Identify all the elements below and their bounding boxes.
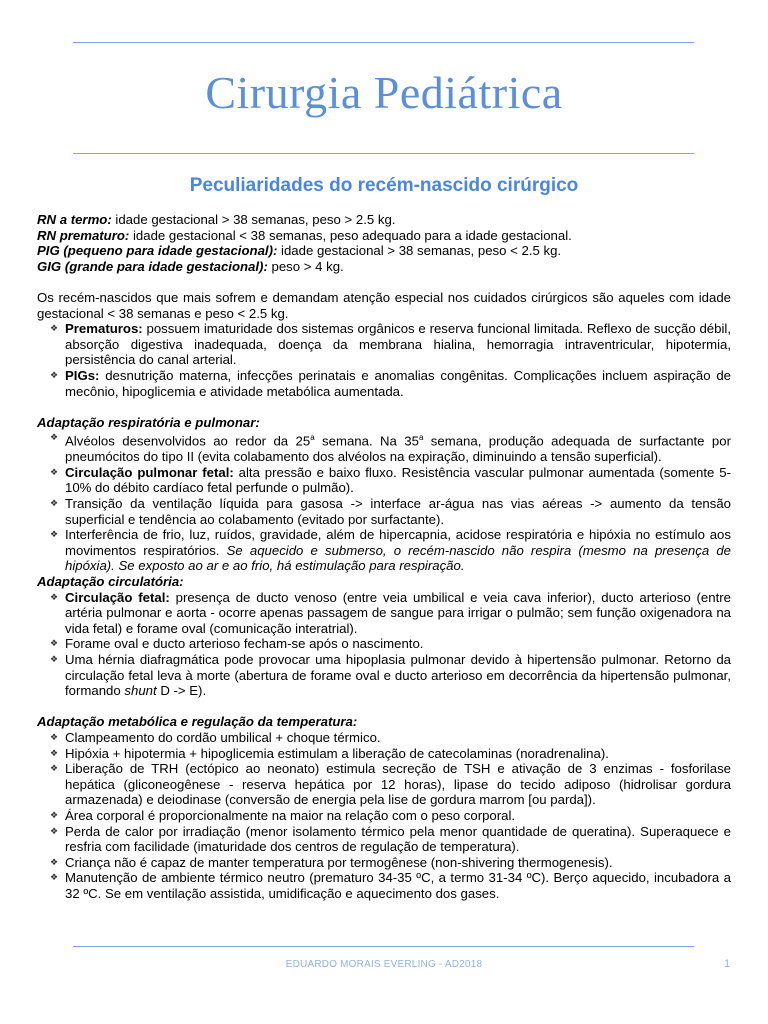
bullet-icon: ❖	[50, 591, 59, 602]
list-item: ❖ Alvéolos desenvolvidos ao redor da 25$^a$ semana. Na 35$^a$ semana, produção adequada de surfactante por pneumócitos do tipo II (evita colabamento dos alvéolos na expiração, diminuindo a tensão superficial).	[50, 432, 731, 465]
metabolic-list	[37, 730, 731, 902]
circulatory-list	[37, 590, 731, 699]
list-item: ❖ Uma hérnia diafragmática pode provocar uma hipoplasia pulmonar devido à hipertensão pulmonar. Retorno da circulação fetal leva à morte (abertura de forame oval e ducto arterioso em decorrência da hipertensão pulmonar, formando shunt D -> E).	[50, 652, 731, 699]
heading-circulatory: Adaptação circulatória:	[37, 574, 184, 590]
header-bottom-rule	[73, 153, 694, 154]
list-item: ❖ Liberação de TRH (ectópico ao neonato) estimula secreção de TSH e ativação de 3 enzimas - fosforilase hepática (gliconeogênese - reserva hepática por 12 horas), lipase do tecido adiposo (hidrolisar gordura armazenada) e deiodinase (conversão de energia pela lise de gordura marrom [ou parda]).	[50, 761, 731, 808]
definition-gig: GIG (grande para idade gestacional): peso > 4 kg.	[37, 258, 344, 274]
bullet-icon: ❖	[50, 731, 59, 742]
intro-list	[37, 321, 731, 399]
page-number: 1	[724, 958, 731, 970]
bullet-icon: ❖	[50, 763, 59, 774]
bullet-icon: ❖	[50, 369, 59, 380]
bullet-icon: ❖	[50, 498, 59, 509]
bullet-icon: ❖	[50, 856, 59, 867]
respiratory-list	[37, 430, 731, 574]
list-item: ❖ Forame oval e ducto arterioso fecham-se após o nascimento.	[50, 636, 424, 652]
list-item: ❖ Hipóxia + hipotermia + hipoglicemia estimulam a liberação de catecolaminas (noradrenalina).	[50, 745, 609, 761]
list-item: ❖ Circulação pulmonar fetal: alta pressão e baixo fluxo. Resistência vascular pulmonar aumentada (somente 5-10% do débito cardíaco fetal perfunde o pulmão).	[50, 464, 731, 496]
bullet-icon: ❖	[50, 872, 59, 883]
page-title: Cirurgia Pediátrica	[205, 67, 563, 118]
footer-author: EDUARDO MORAIS EVERLING - AD2018	[285, 959, 483, 970]
header-top-rule	[73, 42, 694, 43]
bullet-icon: ❖	[50, 654, 59, 665]
list-item: ❖ Área corporal é proporcionalmente na maior na relação com o peso corporal.	[50, 807, 516, 823]
intro-paragraph: Os recém-nascidos que mais sofrem e demandam atenção especial nos cuidados cirúrgicos são aqueles com idade gestacional < 38 semanas e peso < 2.5 kg.	[37, 289, 731, 321]
bullet-icon: ❖	[50, 825, 59, 836]
bullet-icon: ❖	[50, 809, 59, 820]
list-item: ❖ Criança não é capaz de manter temperatura por termogênese (non-shivering thermogenesis).	[50, 854, 613, 870]
bullet-icon: ❖	[50, 638, 59, 649]
list-item: ❖ PIGs: desnutrição materna, infecções perinatais e anomalias congênitas. Complicações incluem aspiração de mecônio, hipoglicemia e atividade metabólica aumentada.	[50, 367, 731, 399]
definition-pig: PIG (pequeno para idade gestacional): idade gestacional > 38 semanas, peso < 2.5 kg.	[37, 243, 562, 259]
heading-respiratory: Adaptação respiratória e pulmonar:	[37, 414, 260, 430]
list-item: ❖ Perda de calor por irradiação (menor isolamento térmico pela menor quantidade de queratina). Superaquece e resfria com facilidade (imaturidade dos centros de regulação de temperatura).	[50, 823, 731, 855]
list-item: ❖ Prematuros: possuem imaturidade dos sistemas orgânicos e reserva funcional limitada. Reflexo de sucção débil, absorção digestiva inadequada, doença da membrana hialina, hemorragia intraventricular, hipotermia, persistência do canal arterial.	[50, 321, 731, 368]
bullet-icon: ❖	[50, 432, 59, 443]
list-item: ❖ Transição da ventilação líquida para gasosa -> interface ar-água nas vias aéreas -> aumento da tensão superficial e tendência ao colabamento (evitado por surfactante).	[50, 496, 731, 527]
definition-rn-termo: RN a termo: idade gestacional > 38 semanas, peso > 2.5 kg.	[37, 212, 396, 227]
section-subtitle: Peculiaridades do recém-nascido cirúrgico	[189, 175, 579, 196]
footer-rule	[73, 946, 694, 947]
document-body	[37, 212, 731, 902]
bullet-icon: ❖	[50, 323, 59, 334]
bullet-icon: ❖	[50, 466, 59, 477]
definition-rn-prematuro: RN prematuro: idade gestacional < 38 semanas, peso adequado para a idade gestacional.	[37, 227, 572, 243]
bullet-icon: ❖	[50, 529, 59, 540]
list-item: ❖ Circulação fetal: presença de ducto venoso (entre veia umbilical e veia cava inferior), ducto arterioso (entre artéria pulmonar e aorta - ocorre apenas passagem de sangue para irrigar o pulmão; sem função oxigenadora na vida fetal) e forame oval (comunicação interatrial).	[50, 589, 731, 636]
list-item: ❖ Clampeamento do cordão umbilical + choque térmico.	[50, 729, 381, 745]
bullet-icon: ❖	[50, 747, 59, 758]
heading-metabolic: Adaptação metabólica e regulação da temperatura:	[37, 714, 358, 730]
list-item: ❖ Interferência de frio, luz, ruídos, gravidade, além de hipercapnia, acidose respiratória e hipóxia no estímulo aos movimentos respiratórios. Se aquecido e submerso, o recém-nascido não respira (mesmo na presença de hipóxia). Se exposto ao ar e ao frio, há estimulação para respiração.	[50, 527, 731, 574]
list-item: ❖ Manutenção de ambiente térmico neutro (prematuro 34-35 ºC, a termo 31-34 ºC). Berço aquecido, incubadora a 32 ºC. Se em ventilação assistida, umidificação e aquecimento dos gases.	[50, 870, 731, 901]
